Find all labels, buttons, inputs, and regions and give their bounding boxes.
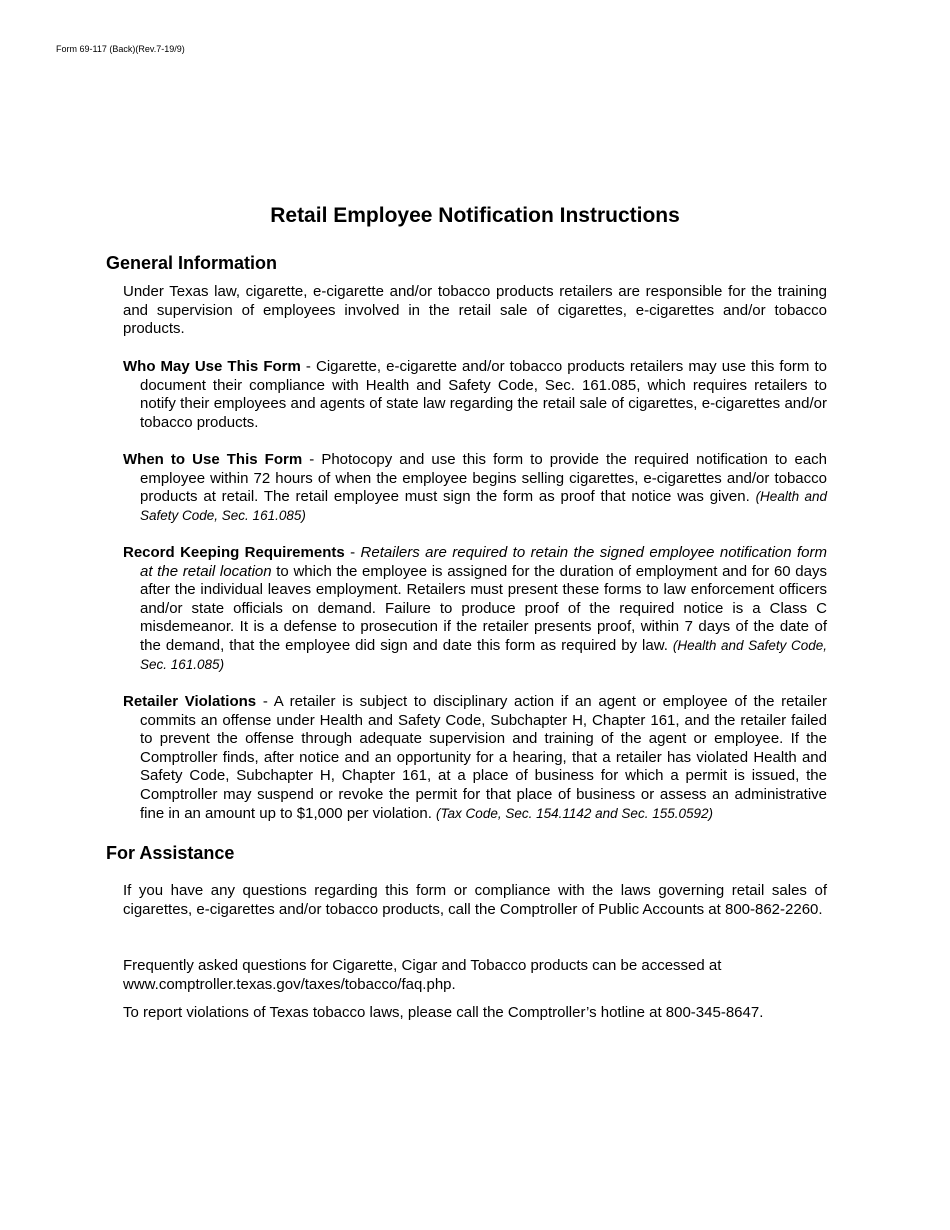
general-intro-paragraph: Under Texas law, cigarette, e-cigarette and/or tobacco products retailers are responsible for the training and supervision of employees involved in the retail sale of cigarettes, e-cigarettes and/or tobacco products.: [123, 283, 827, 338]
record-keeping-dash: -: [344, 544, 361, 561]
retailer-violations-citation: (Tax Code, Sec. 154.1142 and Sec. 155.0592): [436, 805, 713, 821]
report-violations-paragraph: To report violations of Texas tobacco laws, please call the Comptroller’s hotline at 800-345-8647.: [123, 1004, 764, 1021]
when-to-use-citation: (Health and Safety Code, Sec. 161.085): [140, 489, 828, 523]
when-to-use-text: - Photocopy and use this form to provide the required notification to each employee within 72 hours of when the employee begins selling cigarettes, e-cigarettes and/or tobacco products at retail. The retail employee must sign the form as proof that notice was given.: [140, 451, 827, 506]
for-assistance-heading: For Assistance: [106, 843, 235, 863]
faq-link[interactable]: www.comptroller.texas.gov/taxes/tobacco/faq.php.: [123, 975, 456, 993]
who-may-use-text: - Cigarette, e-cigarette and/or tobacco products retailers may use this form to document their compliance with Health and Safety Code, Sec. 161.085, which requires retailers to notify their employees and agents of state law regarding the retail sale of cigarettes, e-cigarettes and/or tobacco products.: [140, 358, 828, 431]
questions-paragraph: If you have any questions regarding this form or compliance with the laws governing retail sales of cigarettes, e-cigarettes and/or tobacco products, call the Comptroller of Public Accounts at 800-862-2260.: [123, 882, 827, 918]
record-keeping-emphasis: Retailers are required to retain the signed employee notification form at the retail location: [140, 544, 827, 580]
who-may-use-paragraph: [123, 358, 827, 432]
retailer-violations-paragraph: [123, 693, 827, 823]
record-keeping-paragraph: [123, 544, 827, 674]
retailer-violations-text: - A retailer is subject to disciplinary action if an agent or employee of the retailer commits an offense under Health and Safety Code, Subchapter H, Chapter 161, and the retailer failed to prevent the offense through adequate supervision and training of the agent or employee. If the Comptroller finds, after notice and an opportunity for a hearing, that a retailer has violated Health and Safety Code, Subchapter H, Chapter 161, at a place of business for which a permit is issued, the Comptroller may suspend or revoke the permit for that place of business or assess an administrative fine in an amount up to $1,000 per violation.: [140, 693, 827, 822]
when-to-use-paragraph: [123, 451, 827, 525]
faq-paragraph: [123, 957, 827, 994]
page-title: Retail Employee Notification Instructions: [270, 204, 680, 227]
form-number: Form 69-117 (Back)(Rev.7-19/9): [56, 44, 185, 54]
faq-text: Frequently asked questions for Cigarette, Cigar and Tobacco products can be accessed at: [123, 957, 722, 974]
record-keeping-citation: (Health and Safety Code, Sec. 161.085): [140, 637, 827, 672]
retailer-violations-lead: Retailer Violations: [123, 693, 257, 710]
who-may-use-lead: Who May Use This Form: [123, 358, 301, 375]
when-to-use-lead: When to Use This Form: [123, 451, 303, 468]
record-keeping-text: to which the employee is assigned for the duration of employment and for 60 days after the individual leaves employment. Retailers must present these forms to law enforcement officers and/or state officials on demand. Failure to produce proof of the required notice is a Class C misdemeanor. It is a defense to prosecution if the retailer presents proof, within 7 days of the date of the demand, that the employee did sign and date this form as required by law.: [140, 562, 827, 654]
general-information-heading: General Information: [106, 253, 278, 273]
record-keeping-lead: Record Keeping Requirements: [123, 544, 345, 561]
